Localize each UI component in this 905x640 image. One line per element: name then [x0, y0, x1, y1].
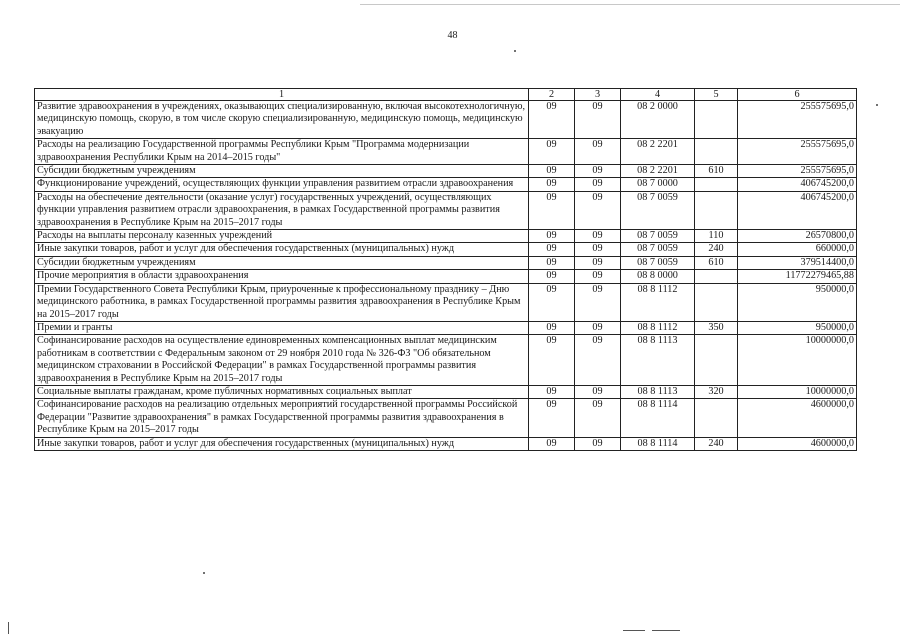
- row-name: Расходы на выплаты персоналу казенных учреждений: [35, 230, 529, 243]
- header-col-6: 6: [738, 89, 857, 101]
- table-row: [35, 230, 857, 243]
- row-subsection: 09: [575, 230, 621, 243]
- row-section: 09: [529, 335, 575, 386]
- table-row: [35, 385, 857, 398]
- row-name: Функционирование учреждений, осуществляющих функции управления развитием отрасли здравоохранения: [35, 178, 529, 191]
- row-target-article: 08 2 2201: [621, 165, 695, 178]
- row-name: Расходы на реализацию Государственной программы Республики Крым "Программа модернизации здравоохранения Республики Крым на 2014–2015 годы": [35, 139, 529, 165]
- table-row: [35, 321, 857, 334]
- row-subsection: 09: [575, 139, 621, 165]
- row-subsection: 09: [575, 321, 621, 334]
- row-name: Софинансирование расходов на реализацию отдельных мероприятий государственной программы Российской Федерации "Развитие здравоохранения" в рамках Государственной программы развития здравоохранения в Республике Крым на 2015–2017 годы: [35, 399, 529, 437]
- budget-table: [34, 88, 857, 451]
- row-expense-type: [695, 139, 738, 165]
- row-name: Софинансирование расходов на осуществление единовременных компенсационных выплат медицинским работникам в соответствии с Федеральным законом от 29 ноября 2010 года № 326-ФЗ "Об обязательном медицинском страховании в Российской Федерации" в рамках Государственной программы развития здравоохранения в Республике Крым на 2015–2017 годы: [35, 335, 529, 386]
- row-expense-type: [695, 335, 738, 386]
- row-expense-type: 240: [695, 437, 738, 450]
- row-subsection: 09: [575, 335, 621, 386]
- row-section: 09: [529, 165, 575, 178]
- header-col-3: 3: [575, 89, 621, 101]
- row-subsection: 09: [575, 191, 621, 229]
- row-target-article: 08 8 1112: [621, 283, 695, 321]
- header-row: [35, 89, 857, 101]
- scan-artifact-line: [8, 622, 9, 634]
- table-row: [35, 283, 857, 321]
- row-section: 09: [529, 243, 575, 256]
- row-section: 09: [529, 437, 575, 450]
- table-row: [35, 139, 857, 165]
- row-subsection: 09: [575, 243, 621, 256]
- table-row: [35, 165, 857, 178]
- row-amount: 4600000,0: [738, 399, 857, 437]
- row-section: 09: [529, 139, 575, 165]
- row-target-article: 08 8 1113: [621, 385, 695, 398]
- row-expense-type: 110: [695, 230, 738, 243]
- table-row: [35, 335, 857, 386]
- row-expense-type: 610: [695, 165, 738, 178]
- table-row: [35, 178, 857, 191]
- row-target-article: 08 8 1112: [621, 321, 695, 334]
- header-col-2: 2: [529, 89, 575, 101]
- row-section: 09: [529, 283, 575, 321]
- row-expense-type: 320: [695, 385, 738, 398]
- row-expense-type: [695, 191, 738, 229]
- row-expense-type: [695, 270, 738, 283]
- row-target-article: 08 8 1114: [621, 399, 695, 437]
- row-section: 09: [529, 230, 575, 243]
- table-row: [35, 243, 857, 256]
- row-amount: 255575695,0: [738, 101, 857, 139]
- row-expense-type: [695, 399, 738, 437]
- row-name: Прочие мероприятия в области здравоохранения: [35, 270, 529, 283]
- row-expense-type: [695, 101, 738, 139]
- row-subsection: 09: [575, 437, 621, 450]
- row-target-article: 08 8 1114: [621, 437, 695, 450]
- scan-artifact-line: [623, 630, 645, 631]
- row-subsection: 09: [575, 165, 621, 178]
- row-target-article: 08 2 2201: [621, 139, 695, 165]
- row-amount: 11772279465,88: [738, 270, 857, 283]
- table-row: [35, 437, 857, 450]
- row-amount: 10000000,0: [738, 385, 857, 398]
- row-amount: 10000000,0: [738, 335, 857, 386]
- table-row: [35, 256, 857, 269]
- row-section: 09: [529, 385, 575, 398]
- row-target-article: 08 2 0000: [621, 101, 695, 139]
- row-name: Субсидии бюджетным учреждениям: [35, 165, 529, 178]
- row-subsection: 09: [575, 385, 621, 398]
- row-section: 09: [529, 101, 575, 139]
- row-subsection: 09: [575, 399, 621, 437]
- row-amount: 255575695,0: [738, 165, 857, 178]
- table-row: [35, 191, 857, 229]
- scan-artifact-dot: [514, 50, 516, 52]
- table-row: [35, 399, 857, 437]
- table-row: [35, 101, 857, 139]
- scan-artifact-dot: [876, 104, 878, 106]
- row-amount: 950000,0: [738, 283, 857, 321]
- row-amount: 26570800,0: [738, 230, 857, 243]
- scan-artifact-line: [652, 630, 680, 631]
- scan-artifact-line: [360, 4, 900, 5]
- row-name: Расходы на обеспечение деятельности (оказание услуг) государственных учреждений, осуществляющих функции управления развитием отрасли здравоохранения, в рамках Государственной программы развития здравоохранения в Республике Крым на 2015–2017 годы: [35, 191, 529, 229]
- row-amount: 660000,0: [738, 243, 857, 256]
- row-expense-type: [695, 178, 738, 191]
- row-subsection: 09: [575, 101, 621, 139]
- table-row: [35, 270, 857, 283]
- row-expense-type: [695, 283, 738, 321]
- row-name: Премии Государственного Совета Республики Крым, приуроченные к профессиональному празднику – Дню медицинского работника, в рамках Государственной программы развития здравоохранения в Республике Крым на 2015–2017 годы: [35, 283, 529, 321]
- row-subsection: 09: [575, 256, 621, 269]
- row-expense-type: 350: [695, 321, 738, 334]
- row-section: 09: [529, 256, 575, 269]
- row-amount: 255575695,0: [738, 139, 857, 165]
- row-target-article: 08 8 0000: [621, 270, 695, 283]
- row-name: Иные закупки товаров, работ и услуг для обеспечения государственных (муниципальных) нужд: [35, 243, 529, 256]
- row-amount: 379514400,0: [738, 256, 857, 269]
- row-expense-type: 610: [695, 256, 738, 269]
- header-col-4: 4: [621, 89, 695, 101]
- row-target-article: 08 7 0059: [621, 191, 695, 229]
- row-section: 09: [529, 270, 575, 283]
- row-amount: 406745200,0: [738, 178, 857, 191]
- row-target-article: 08 7 0059: [621, 243, 695, 256]
- row-target-article: 08 7 0059: [621, 230, 695, 243]
- row-subsection: 09: [575, 178, 621, 191]
- row-amount: 950000,0: [738, 321, 857, 334]
- header-col-1: 1: [35, 89, 529, 101]
- row-name: Субсидии бюджетным учреждениям: [35, 256, 529, 269]
- row-name: Развитие здравоохранения в учреждениях, оказывающих специализированную, включая высокотехнологичную, медицинскую помощь, скорую, в том числе скорую специализированную, медицинскую помощь, медицинскую эвакуацию: [35, 101, 529, 139]
- scan-artifact-dot: [203, 572, 205, 574]
- row-section: 09: [529, 399, 575, 437]
- row-expense-type: 240: [695, 243, 738, 256]
- row-section: 09: [529, 321, 575, 334]
- row-name: Социальные выплаты гражданам, кроме публичных нормативных социальных выплат: [35, 385, 529, 398]
- row-name: Премии и гранты: [35, 321, 529, 334]
- row-subsection: 09: [575, 283, 621, 321]
- row-target-article: 08 8 1113: [621, 335, 695, 386]
- row-target-article: 08 7 0000: [621, 178, 695, 191]
- row-section: 09: [529, 178, 575, 191]
- row-amount: 406745200,0: [738, 191, 857, 229]
- row-section: 09: [529, 191, 575, 229]
- header-col-5: 5: [695, 89, 738, 101]
- row-name: Иные закупки товаров, работ и услуг для обеспечения государственных (муниципальных) нужд: [35, 437, 529, 450]
- page-number: 48: [447, 30, 458, 41]
- row-target-article: 08 7 0059: [621, 256, 695, 269]
- row-amount: 4600000,0: [738, 437, 857, 450]
- row-subsection: 09: [575, 270, 621, 283]
